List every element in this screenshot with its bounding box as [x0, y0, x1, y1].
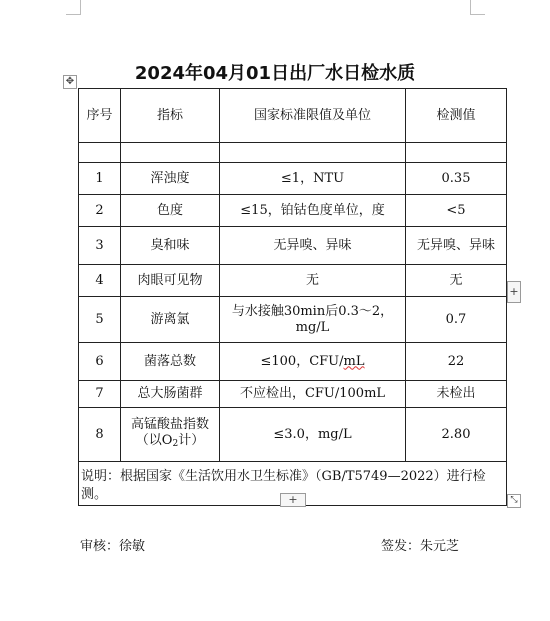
- table-row: [79, 227, 507, 265]
- limit-cell[interactable]: [220, 343, 406, 381]
- table-cell[interactable]: [121, 143, 220, 163]
- limit-cell[interactable]: 无异嗅、异味: [220, 227, 406, 265]
- issuer-signature: 签发：朱元芝: [381, 539, 460, 554]
- row-number-cell[interactable]: 1: [79, 163, 121, 195]
- indicator-cell[interactable]: 菌落总数: [121, 343, 220, 381]
- limit-cell[interactable]: ≤1，NTU: [220, 163, 406, 195]
- table-row: [79, 143, 507, 163]
- limit-text: ≤100，CFU/: [260, 353, 344, 369]
- document-title: 2024年04月01日出厂水日检水质: [134, 63, 416, 84]
- header-cell[interactable]: 国家标准限值及单位: [220, 89, 406, 143]
- value-cell[interactable]: 无异嗅、异味: [406, 227, 507, 265]
- table-move-handle-icon[interactable]: ✥: [63, 75, 77, 89]
- note-cell[interactable]: 说明：根据国家《生活饮用水卫生标准》（GB/T5749—2022）进行检测。: [79, 462, 507, 506]
- indicator-name: 高锰酸盐指数: [130, 417, 209, 432]
- indicator-cell[interactable]: 总大肠菌群: [121, 381, 220, 408]
- row-number-cell[interactable]: 4: [79, 265, 121, 297]
- table-cell[interactable]: [220, 143, 406, 163]
- table-row: [79, 408, 507, 462]
- row-number-cell[interactable]: 3: [79, 227, 121, 265]
- limit-cell[interactable]: ≤15，铂钴色度单位，度: [220, 195, 406, 227]
- table-cell[interactable]: [406, 143, 507, 163]
- page-corner-mark-top-right: [470, 0, 485, 15]
- limit-cell[interactable]: 无: [220, 265, 406, 297]
- reviewer-signature: 审核：徐敏: [80, 539, 146, 554]
- table-row: [79, 381, 507, 408]
- indicator-cell[interactable]: 游离氯: [121, 297, 220, 343]
- water-quality-table: [78, 88, 507, 506]
- table-row: [79, 195, 507, 227]
- value-cell[interactable]: <5: [406, 195, 507, 227]
- row-number-cell[interactable]: 5: [79, 297, 121, 343]
- spellcheck-flagged-unit: mL: [343, 353, 365, 369]
- value-cell[interactable]: 0.35: [406, 163, 507, 195]
- header-cell[interactable]: 指标: [121, 89, 220, 143]
- indicator-cell[interactable]: 臭和味: [121, 227, 220, 265]
- basis-prefix: （以O: [135, 433, 173, 448]
- row-number-cell[interactable]: 7: [79, 381, 121, 408]
- limit-cell[interactable]: ≤3.0，mg/L: [220, 408, 406, 462]
- header-cell[interactable]: 序号: [79, 89, 121, 143]
- header-cell[interactable]: 检测值: [406, 89, 507, 143]
- row-number-cell[interactable]: 2: [79, 195, 121, 227]
- value-cell[interactable]: 无: [406, 265, 507, 297]
- table-row: [79, 265, 507, 297]
- indicator-cell[interactable]: 肉眼可见物: [121, 265, 220, 297]
- row-number-cell[interactable]: 8: [79, 408, 121, 462]
- indicator-cell[interactable]: 浑浊度: [121, 163, 220, 195]
- row-number-cell[interactable]: 6: [79, 343, 121, 381]
- table-cell[interactable]: [79, 143, 121, 163]
- add-row-button[interactable]: +: [280, 493, 306, 507]
- table-header-row: [79, 89, 507, 143]
- indicator-basis: [123, 433, 217, 452]
- indicator-cell[interactable]: 色度: [121, 195, 220, 227]
- add-column-button[interactable]: +: [507, 281, 521, 303]
- value-cell[interactable]: 2.80: [406, 408, 507, 462]
- limit-cell[interactable]: 不应检出，CFU/100mL: [220, 381, 406, 408]
- value-cell[interactable]: 0.7: [406, 297, 507, 343]
- basis-subscript: 2: [172, 439, 179, 449]
- table-row: [79, 163, 507, 195]
- table-resize-handle-icon[interactable]: ⤡: [507, 494, 521, 508]
- basis-suffix: 计）: [178, 433, 205, 448]
- table-row: [79, 343, 507, 381]
- table-row: [79, 297, 507, 343]
- value-cell[interactable]: 未检出: [406, 381, 507, 408]
- indicator-cell[interactable]: [121, 408, 220, 462]
- limit-cell[interactable]: 与水接触30min后0.3～2，mg/L: [220, 297, 406, 343]
- value-cell[interactable]: 22: [406, 343, 507, 381]
- page-corner-mark-top-left: [66, 0, 81, 15]
